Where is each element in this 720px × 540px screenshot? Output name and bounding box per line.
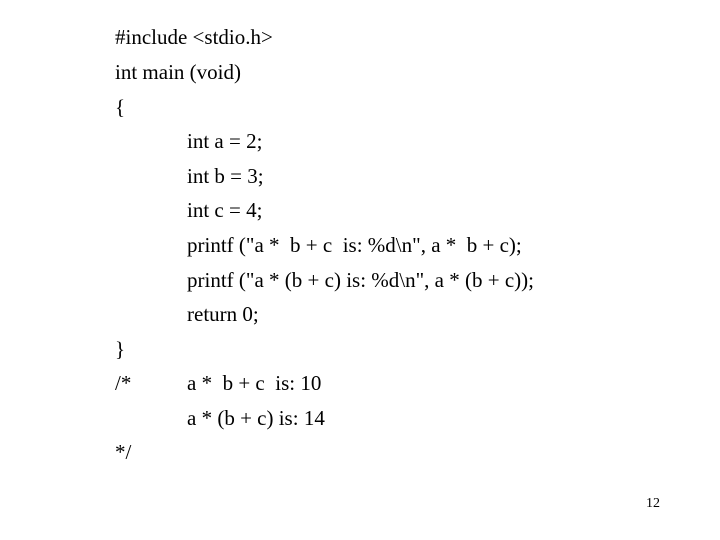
comment-close: */ [115,440,132,464]
output-line-1: a * b + c is: 10 [187,371,322,395]
comment-open: /* [115,371,132,395]
page-number: 12 [646,496,660,511]
close-brace: } [115,337,126,361]
open-brace: { [115,95,126,119]
code-line-declare-c: int c = 4; [187,198,263,222]
code-line-return: return 0; [187,302,259,326]
output-line-2: a * (b + c) is: 14 [187,406,325,430]
code-line-declare-a: int a = 2; [187,129,263,153]
code-line-printf-2: printf ("a * (b + c) is: %d\n", a * (b + c)); [187,268,534,292]
code-line-printf-1: printf ("a * b + c is: %d\n", a * b + c); [187,233,522,257]
include-directive: #include <stdio.h> [115,25,273,49]
code-line-declare-b: int b = 3; [187,164,264,188]
main-signature: int main (void) [115,60,241,84]
